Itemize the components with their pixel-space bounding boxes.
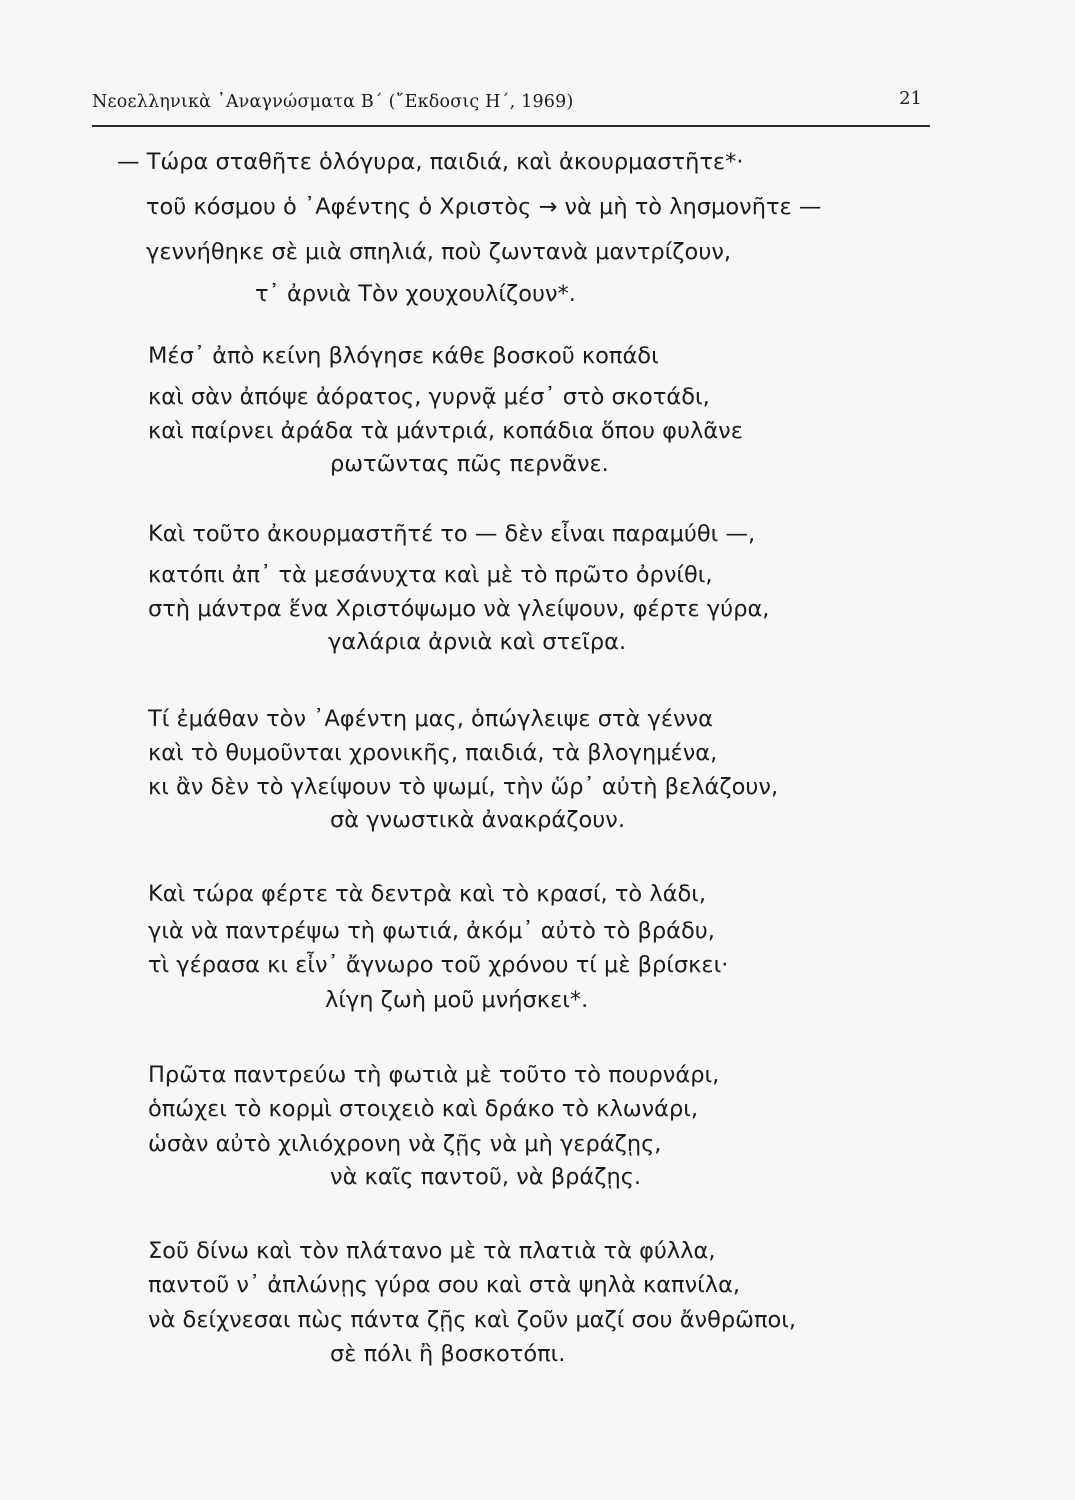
verse-line: παντοῦ ν᾿ ἀπλώνῃς γύρα σου καὶ στὰ ψηλὰ καπνίλα, [148,1272,741,1298]
verse-line: καὶ παίρνει ἀράδα τὰ μάντριά, κοπάδια ὅπου φυλᾶνε [148,418,743,444]
verse-line: κι ἂν δὲν τὸ γλείψουν τὸ ψωμί, τὴν ὥρ᾿ αὐτὴ βελάζουν, [148,774,779,800]
page-number: 21 [899,88,922,109]
verse-line: τὶ γέρασα κι εἶν᾿ ἄγνωρο τοῦ χρόνου τί μὲ βρίσκει· [148,952,729,978]
header-title: Νεοελληνικὰ ᾿Αναγνώσματα Β΄ (῎Εκδοσις Η΄, 1969) [92,92,574,112]
verse-line: σὰ γνωστικὰ ἀνακράζουν. [330,807,625,833]
verse-line: τ᾿ ἀρνιὰ Τὸν χουχουλίζουν*. [255,281,576,307]
verse-line: Τί ἐμάθαν τὸν ᾿Αφέντη μας, ὁπώγλειψε στὰ γέννα [148,706,713,732]
verse-line: Μέσ᾿ ἀπὸ κείνη βλόγησε κάθε βοσκοῦ κοπάδι [148,343,659,369]
running-header [92,88,932,122]
verse-line: ρωτῶντας πῶς περνᾶνε. [330,451,609,477]
verse-line: γεννήθηκε σὲ μιὰ σπηλιά, ποὺ ζωντανὰ μαντρίζουν, [146,239,732,265]
verse-line: Σοῦ δίνω καὶ τὸν πλάτανο μὲ τὰ πλατιὰ τὰ φύλλα, [148,1238,716,1264]
verse-line: Καὶ τοῦτο ἀκουρμαστῆτέ το — δὲν εἶναι παραμύθι —, [148,521,756,547]
verse-line: κατόπι ἀπ᾿ τὰ μεσάνυχτα καὶ μὲ τὸ πρῶτο ὀρνίθι, [148,562,713,588]
verse-line: — Τώρα σταθῆτε ὁλόγυρα, παιδιά, καὶ ἀκουρμαστῆτε*· [117,149,744,175]
verse-line: γαλάρια ἀρνιὰ καὶ στεῖρα. [328,629,627,655]
verse-line: καὶ τὸ θυμοῦνται χρονικῆς, παιδιά, τὰ βλογημένα, [148,740,718,766]
verse-line: καὶ σὰν ἀπόψε ἀόρατος, γυρνᾷ μέσ᾿ στὸ σκοτάδι, [148,384,710,410]
verse-line: σὲ πόλι ἢ βοσκοτόπι. [330,1341,566,1367]
verse-line: στὴ μάντρα ἕνα Χριστόψωμο νὰ γλείψουν, φέρτε γύρα, [148,596,770,622]
header-rule [92,125,930,127]
verse-line: ὡσὰν αὐτὸ χιλιόχρονη νὰ ζῇς νὰ μὴ γεράζῃς, [148,1131,662,1157]
verse-line: τοῦ κόσμου ὁ ᾿Αφέντης ὁ Χριστὸς → νὰ μὴ τὸ λησμονῆτε — [146,194,822,220]
verse-line: ὁπώχει τὸ κορμὶ στοιχειὸ καὶ δράκο τὸ κλωνάρι, [148,1096,699,1122]
verse-line: Καὶ τώρα φέρτε τὰ δεντρὰ καὶ τὸ κρασί, τὸ λάδι, [148,881,707,907]
verse-line: νὰ καῖς παντοῦ, νὰ βράζῃς. [330,1164,642,1190]
verse-line: λίγη ζωὴ μοῦ μνήσκει*. [325,987,589,1013]
verse-line: νὰ δείχνεσαι πὼς πάντα ζῇς καὶ ζοῦν μαζί σου ἄνθρῶποι, [148,1307,797,1333]
verse-line: γιὰ νὰ παντρέψω τὴ φωτιά, ἀκόμ᾿ αὐτὸ τὸ βράδυ, [148,918,715,944]
verse-line: Πρῶτα παντρεύω τὴ φωτιὰ μὲ τοῦτο τὸ πουρνάρι, [148,1062,720,1088]
